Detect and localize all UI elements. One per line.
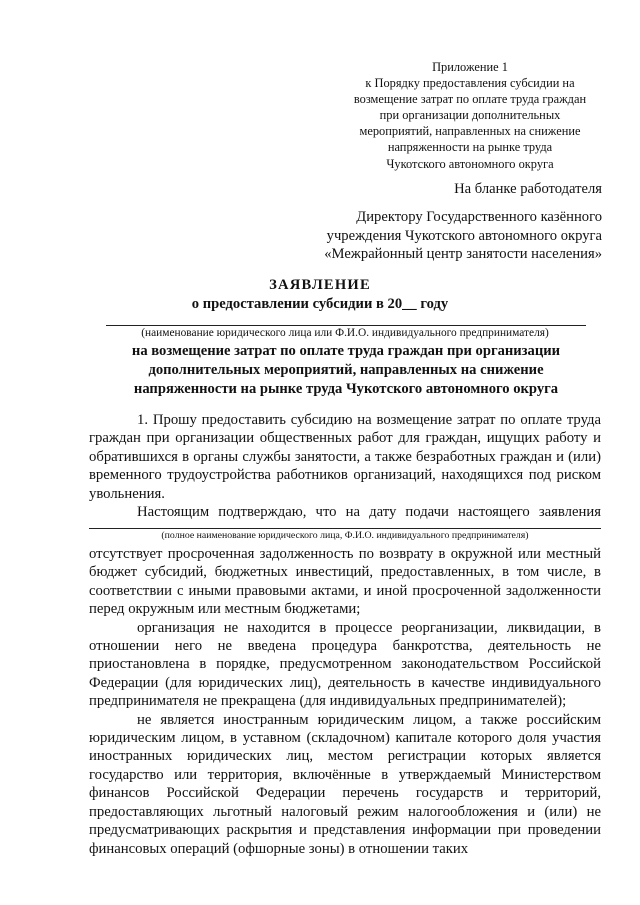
applicant-name-hint: (наименование юридического лица или Ф.И.О. индивидуального предпринимателя) — [141, 327, 549, 339]
appendix-line: Приложение 1 — [432, 60, 508, 74]
purpose-subtitle: на возмещение затрат по оплате труда граждан при организации дополнительных мероприятий, направленных на снижение напряженности на рынке труда Чукотского автономного округа — [131, 343, 561, 397]
addressee-block — [240, 208, 602, 264]
title-main: ЗАЯВЛЕНИЕ — [269, 277, 371, 293]
appendix-header — [340, 59, 600, 172]
appendix-line: напряженности на рынке труда — [387, 140, 553, 155]
paragraph-reorganization: организация не находится в процессе реорганизации, ликвидации, в отношении него не введена процедура банкротства, деятельность не приостановлена в порядке, предусмотренном законодательством Российской Федерации (для юридических лиц), деятельность в качестве индивидуального предпринимателя не прекращена (для индивидуальных предпринимателей); — [89, 619, 601, 710]
addressee-line: «Межрайонный центр занятости населения» — [324, 246, 602, 262]
body-section-1 — [89, 411, 601, 521]
paragraph-foreign: не является иностранным юридическим лицом, а также российским юридическим лицом, в уставном (складочном) капитале которого доля участия иностранных юридических лиц, местом регистрации которых является государство или территория, включённые в утверждаемый Министерством финансов Российской Федерации перечень государств и территорий, предоставляющих льготный налоговый режим налогообложения и (или) не предусматривающих раскрытия и представления информации при проведении финансовых операций (офшорные зоны) в отношении таких — [89, 711, 601, 857]
document-title — [0, 276, 640, 314]
appendix-line: возмещение затрат по оплате труда граждан — [353, 92, 587, 107]
appendix-line: при организации дополнительных — [379, 108, 561, 123]
paragraph-confirm: Настоящим подтверждаю, что на дату подачи настоящего заявления — [137, 504, 601, 521]
paragraph-debt: отсутствует просроченная задолженность по возврату в окружной или местный бюджет субсидий, бюджетных инвестиций, предоставленных, в том числе, в соответствии с иными правовыми актами, и иной просроченной задолженности перед окружным или местным бюджетами; — [89, 546, 601, 618]
letterhead-note: На бланке работодателя — [454, 181, 602, 197]
appendix-line: Чукотского автономного округа — [386, 156, 554, 171]
addressee-line: Директору Государственного казённого — [356, 209, 602, 225]
title-sub: о предоставлении субсидии в 20__ году — [191, 296, 449, 312]
appendix-line: к Порядку предоставления субсидии на — [365, 76, 575, 91]
appendix-line: мероприятий, направленных на снижение — [359, 124, 581, 139]
full-name-line — [89, 528, 601, 529]
body-section-2 — [89, 545, 601, 858]
addressee-line: учреждения Чукотского автономного округа — [326, 227, 602, 244]
paragraph-1: 1. Прошу предоставить субсидию на возмещение затрат по оплате труда граждан при организации общественных работ для граждан, ищущих работу и обратившихся в органы службы занятости, а также безработных граждан и (или) временного трудоустройства работников организаций, находящихся под риском увольнения. — [89, 412, 601, 502]
full-name-hint: (полное наименование юридического лица, Ф.И.О. индивидуального предпринимателя) — [161, 530, 529, 541]
applicant-name-line — [106, 325, 586, 326]
